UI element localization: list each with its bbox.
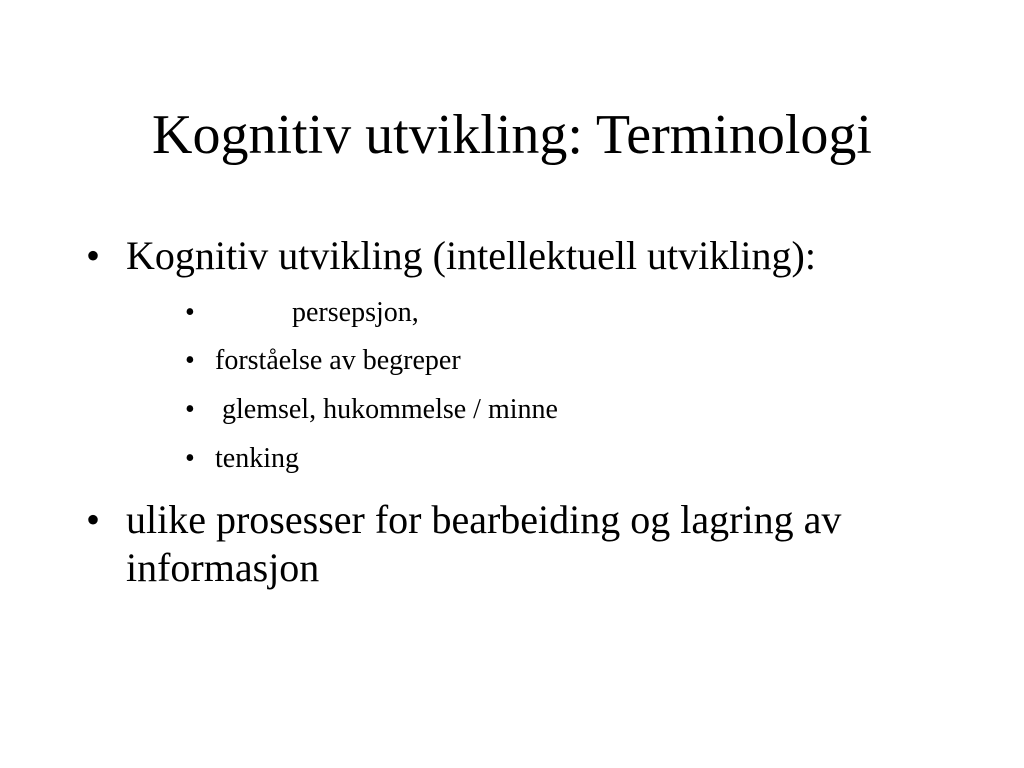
bullet-item: [86, 232, 926, 280]
sub-bullet-text: glemsel, hukommelse / minne: [215, 394, 558, 425]
sub-bullet-text: forståelse av begreper: [215, 345, 461, 376]
bullet-item: [86, 496, 926, 592]
bullet-marker: •: [185, 443, 195, 474]
bullet-marker: •: [185, 345, 195, 376]
sub-bullet-text: tenking: [215, 443, 299, 474]
bullet-marker: •: [86, 233, 101, 278]
bullet-marker: •: [185, 297, 195, 328]
sub-bullet-text: persepsjon,: [292, 297, 419, 328]
bullet-text: Kognitiv utvikling (intellektuell utvikling):: [126, 233, 816, 278]
bullet-marker: •: [86, 497, 101, 542]
bullet-marker: •: [185, 394, 195, 425]
slide-title: Kognitiv utvikling: Terminologi: [152, 104, 872, 166]
bullet-text: ulike prosesser for bearbeiding og lagring av informasjon: [126, 497, 842, 590]
